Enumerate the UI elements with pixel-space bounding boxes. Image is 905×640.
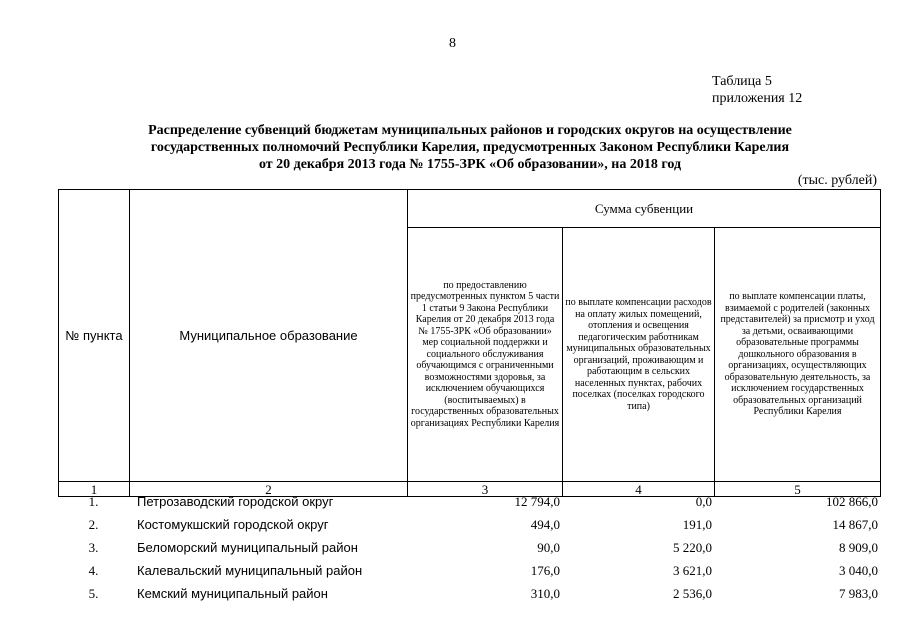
row-municipality: Петрозаводский городской округ <box>137 494 334 509</box>
header-num-5: 5 <box>715 482 881 497</box>
row-number: 3. <box>88 539 99 555</box>
page-number: 8 <box>449 36 456 51</box>
title-line3: от 20 декабря 2013 года № 1755-ЗРК «Об образовании», на 2018 год <box>258 157 682 172</box>
row-municipality: Кемский муниципальный район <box>137 586 328 601</box>
header-num-4: 4 <box>563 482 715 497</box>
row-value-col3: 176,0 <box>530 562 560 578</box>
row-value-col3: 310,0 <box>530 585 560 601</box>
row-value-col3: 90,0 <box>537 539 560 555</box>
row-value-col4: 2 536,0 <box>673 585 712 601</box>
row-value-col4: 3 621,0 <box>673 562 712 578</box>
row-number: 4. <box>88 562 99 578</box>
row-value-col3: 12 794,0 <box>514 493 560 509</box>
row-municipality: Беломорский муниципальный район <box>137 540 358 555</box>
table-row <box>58 582 880 605</box>
table-row <box>58 513 880 536</box>
row-municipality: Калевальский муниципальный район <box>137 563 363 578</box>
row-value-col5: 3 040,0 <box>839 562 878 578</box>
row-value-col5: 102 866,0 <box>826 493 878 509</box>
row-number: 5. <box>88 585 99 601</box>
header-col5-parent-fee-compensation: по выплате компенсации платы, взимаемой с родителей (законных представителей) за присмотр и уход за детьми, осваивающими образовательные программы дошкольного образования в организациях, осуществляющих образовательную деятельность, за исключением государственных образовательных организаций Республики Карелия <box>715 228 881 482</box>
subsidy-table-body <box>58 490 880 605</box>
header-subsidy-sum: Сумма субвенции <box>408 190 881 228</box>
row-value-col5: 14 867,0 <box>832 516 878 532</box>
header-item-number: № пункта <box>59 190 130 482</box>
row-number: 2. <box>88 516 99 532</box>
header-col4-housing-compensation: по выплате компенсации расходов на оплату жилых помещений, отопления и освещения педагогическим работникам муниципальных образовательных организаций, проживающим и работающим в сельских населенных пунктах, рабочих поселках (поселках городского типа) <box>563 228 715 482</box>
table-row <box>58 559 880 582</box>
header-municipality: Муниципальное образование <box>130 190 408 482</box>
row-value-col5: 8 909,0 <box>839 539 878 555</box>
row-value-col5: 7 983,0 <box>839 585 878 601</box>
header-num-1: 1 <box>59 482 130 497</box>
row-value-col4: 5 220,0 <box>673 539 712 555</box>
table-reference-line2: приложения 12 <box>712 91 803 106</box>
row-value-col3: 494,0 <box>530 516 560 532</box>
table-reference-line1: Таблица 5 <box>712 74 772 89</box>
document-title <box>60 122 880 173</box>
table-reference <box>712 73 802 107</box>
row-number: 1. <box>88 493 99 509</box>
subsidy-table-header <box>58 189 881 497</box>
row-municipality: Костомукшский городской округ <box>137 517 329 532</box>
header-num-3: 3 <box>408 482 563 497</box>
title-line1: Распределение субвенций бюджетам муниципальных районов и городских округов на осуществление <box>148 123 792 138</box>
table-row <box>58 490 880 513</box>
header-num-2: 2 <box>130 482 408 497</box>
header-col3-social-support: по предоставлению предусмотренных пунктом 5 части 1 статьи 9 Закона Республики Карелия от 20 декабря 2013 года № 1755-ЗРК «Об образовании» мер социальной поддержки и социального обслуживания обучающимся с ограниченными возможностями здоровья, за исключением обучающихся (воспитываемых) в государственных образовательных организациях Республики Карелия <box>408 228 563 482</box>
row-value-col4: 0,0 <box>695 493 712 509</box>
title-line2: государственных полномочий Республики Карелия, предусмотренных Законом Республики Карелия <box>150 140 790 155</box>
table-row <box>58 536 880 559</box>
row-value-col4: 191,0 <box>682 516 712 532</box>
units-label: (тыс. рублей) <box>797 173 877 188</box>
